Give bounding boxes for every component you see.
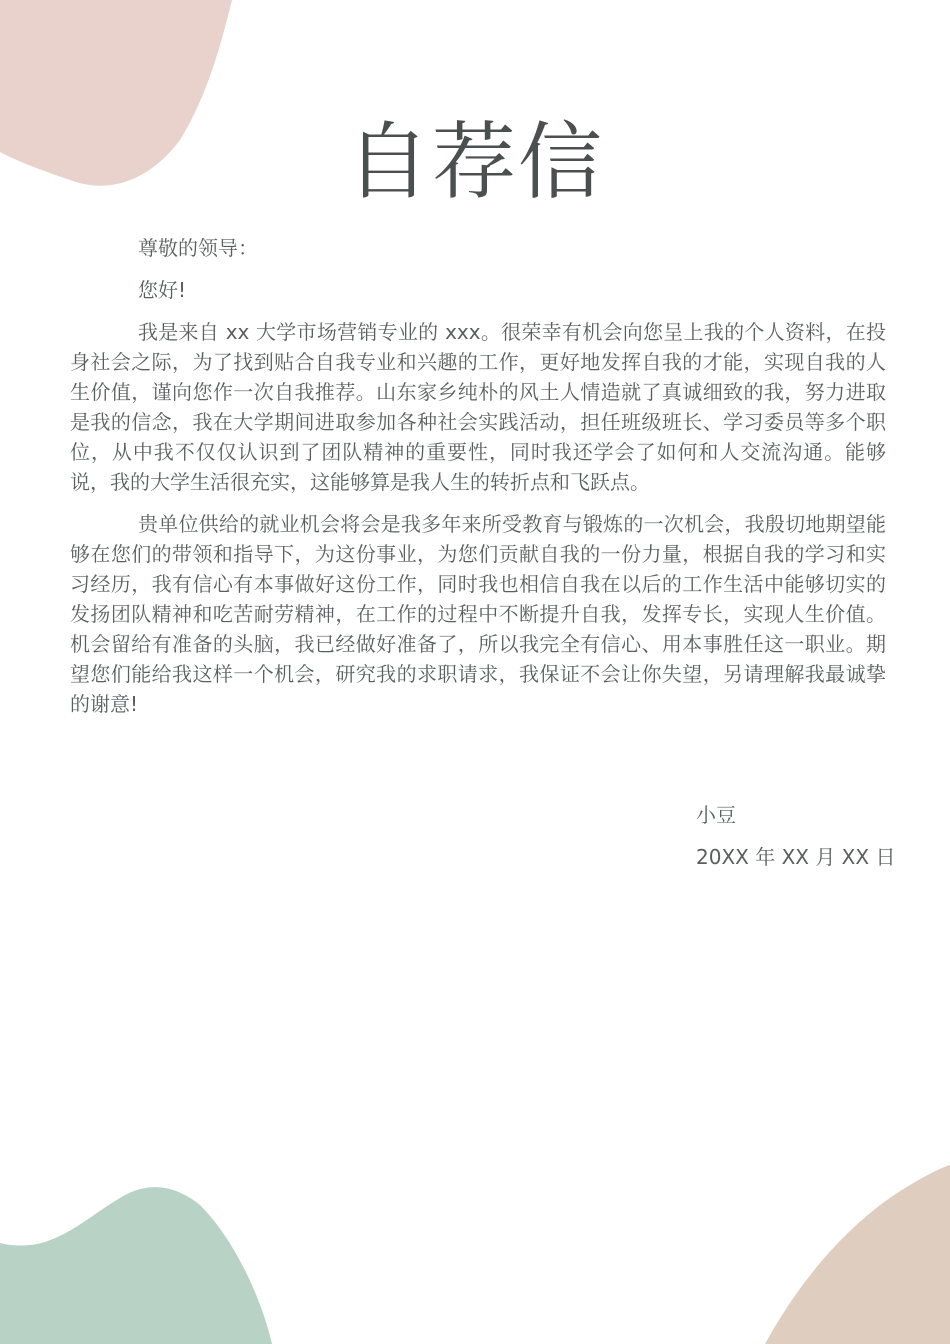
paragraph-1: 我是来自 xx 大学市场营销专业的 xxx。很荣幸有机会向您呈上我的个人资料，在投身社会之际，为了找到贴合自我专业和兴趣的工作，更好地发挥自我的才能，实现自我的人生价值，谨向您作一次自我推荐。山东家乡纯朴的风土人情造就了真诚细致的我，努力进取是我的信念，我在大学期间进取参加各种社会实践活动，担任班级班长、学习委员等多个职位，从中我不仅仅认识到了团队精神的重要性，同时我还学会了如何和人交流沟通。能够说，我的大学生活很充实，这能够算是我人生的转折点和飞跃点。 [70,320,886,494]
signature-block [696,800,895,884]
page-title: 自荐信 [345,113,604,211]
bottom-right-blob [765,1165,950,1344]
salutation: 您好! [138,278,187,302]
signature-name: 小豆 [696,803,736,827]
letter-body [70,233,886,731]
paragraph-2: 贵单位供给的就业机会将会是我多年来所受教育与锻炼的一次机会，我殷切地期望能够在您们的带领和指导下，为这份事业，为您们贡献自我的一份力量，根据自我的学习和实习经历，我有信心有本事做好这份工作，同时我也相信自我在以后的工作生活中能够切实的发扬团队精神和吃苦耐劳精神，在工作的过程中不断提升自我，发挥专长，实现人生价值。机会留给有准备的头脑，我已经做好准备了，所以我完全有信心、用本事胜任这一职业。期望您们能给我这样一个机会，研究我的求职请求，我保证不会让你失望，另请理解我最诚挚的谢意! [70,512,886,716]
signature-date: 20XX 年 XX 月 XX 日 [696,845,896,869]
bottom-left-blob [0,1187,272,1344]
greeting: 尊敬的领导： [138,236,258,260]
